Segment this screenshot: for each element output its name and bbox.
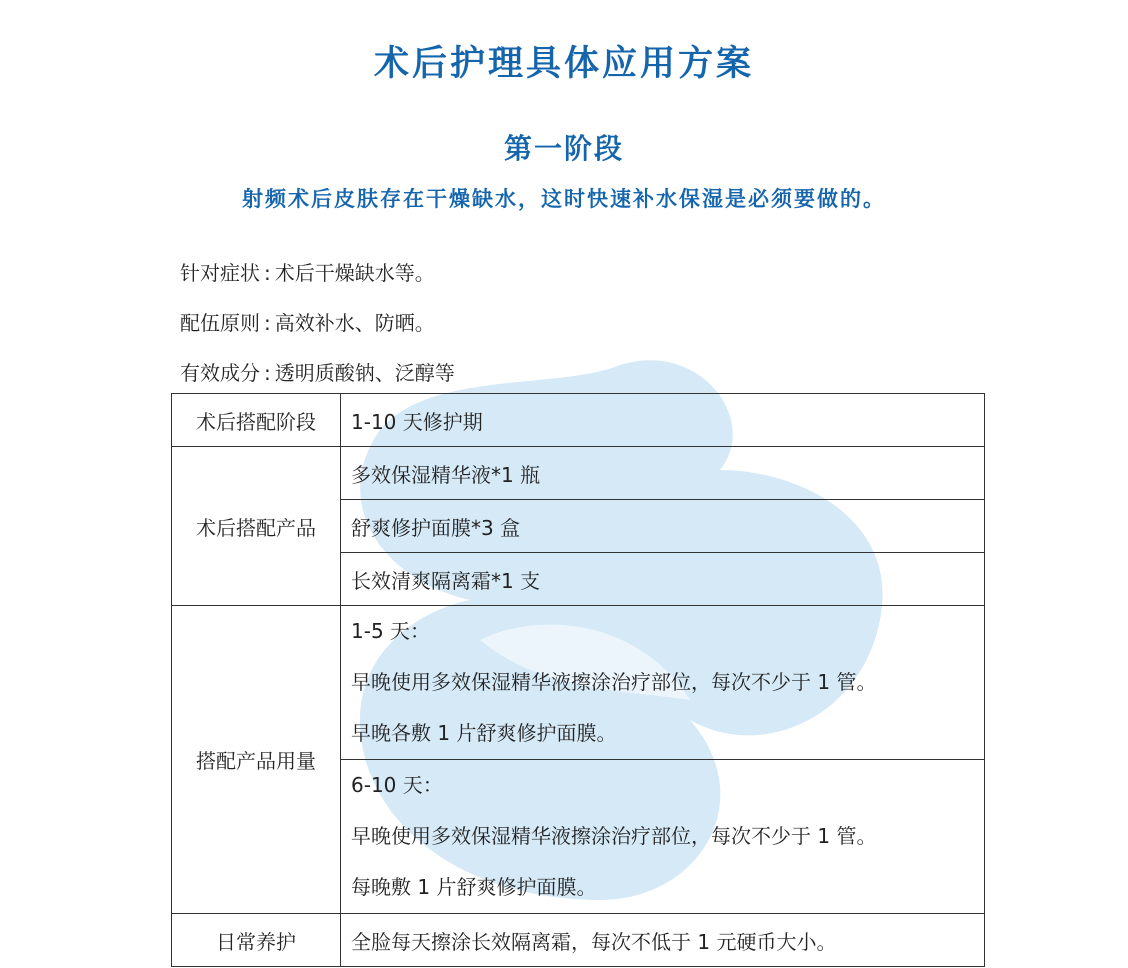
table-row <box>172 606 985 760</box>
row-label-usage: 搭配产品用量 <box>172 606 341 914</box>
care-plan-table <box>171 393 985 967</box>
row-value-daily: 全脸每天擦涂长效隔离霜，每次不低于 1 元硬币大小。 <box>341 914 985 967</box>
info-value: 高效补水、防晒。 <box>274 311 435 335</box>
info-value: 透明质酸钠、泛醇等 <box>274 361 455 385</box>
usage-heading: 6-10 天： <box>351 773 443 797</box>
table-row <box>172 447 985 500</box>
page-title: 术后护理具体应用方案 <box>373 44 754 84</box>
usage-block-days-1-5 <box>341 606 985 760</box>
usage-line: 早晚使用多效保湿精华液擦涂治疗部位，每次不少于 1 管。 <box>351 670 877 694</box>
table-row <box>172 914 985 967</box>
row-label-products: 术后搭配产品 <box>172 447 341 606</box>
usage-line: 每晚敷 1 片舒爽修护面膜。 <box>351 875 597 899</box>
product-item: 长效清爽隔离霜*1 支 <box>341 553 985 606</box>
info-value: 术后干燥缺水等。 <box>274 261 435 285</box>
stage-title: 第一阶段 <box>503 132 624 165</box>
product-item: 多效保湿精华液*1 瓶 <box>341 447 985 500</box>
info-label: 有效成分 <box>180 361 260 385</box>
row-label-stage: 术后搭配阶段 <box>172 394 341 447</box>
info-symptoms: 针对症状 : 术后干燥缺水等。 <box>180 261 435 285</box>
usage-heading: 1-5 天： <box>351 619 431 643</box>
table-row <box>172 394 985 447</box>
info-label: 配伍原则 <box>180 311 260 335</box>
product-item: 舒爽修护面膜*3 盒 <box>341 500 985 553</box>
info-label: 针对症状 <box>180 261 260 285</box>
stage-subtitle: 射频术后皮肤存在干燥缺水，这时快速补水保湿是必须要做的。 <box>242 187 886 211</box>
info-ingredients: 有效成分 : 透明质酸钠、泛醇等 <box>180 361 455 385</box>
usage-block-days-6-10 <box>341 760 985 914</box>
row-value-stage: 1-10 天修护期 <box>341 394 985 447</box>
info-principle: 配伍原则 : 高效补水、防晒。 <box>180 311 435 335</box>
usage-line: 早晚使用多效保湿精华液擦涂治疗部位，每次不少于 1 管。 <box>351 824 877 848</box>
usage-line: 早晚各敷 1 片舒爽修护面膜。 <box>351 721 617 745</box>
row-label-daily: 日常养护 <box>172 914 341 967</box>
